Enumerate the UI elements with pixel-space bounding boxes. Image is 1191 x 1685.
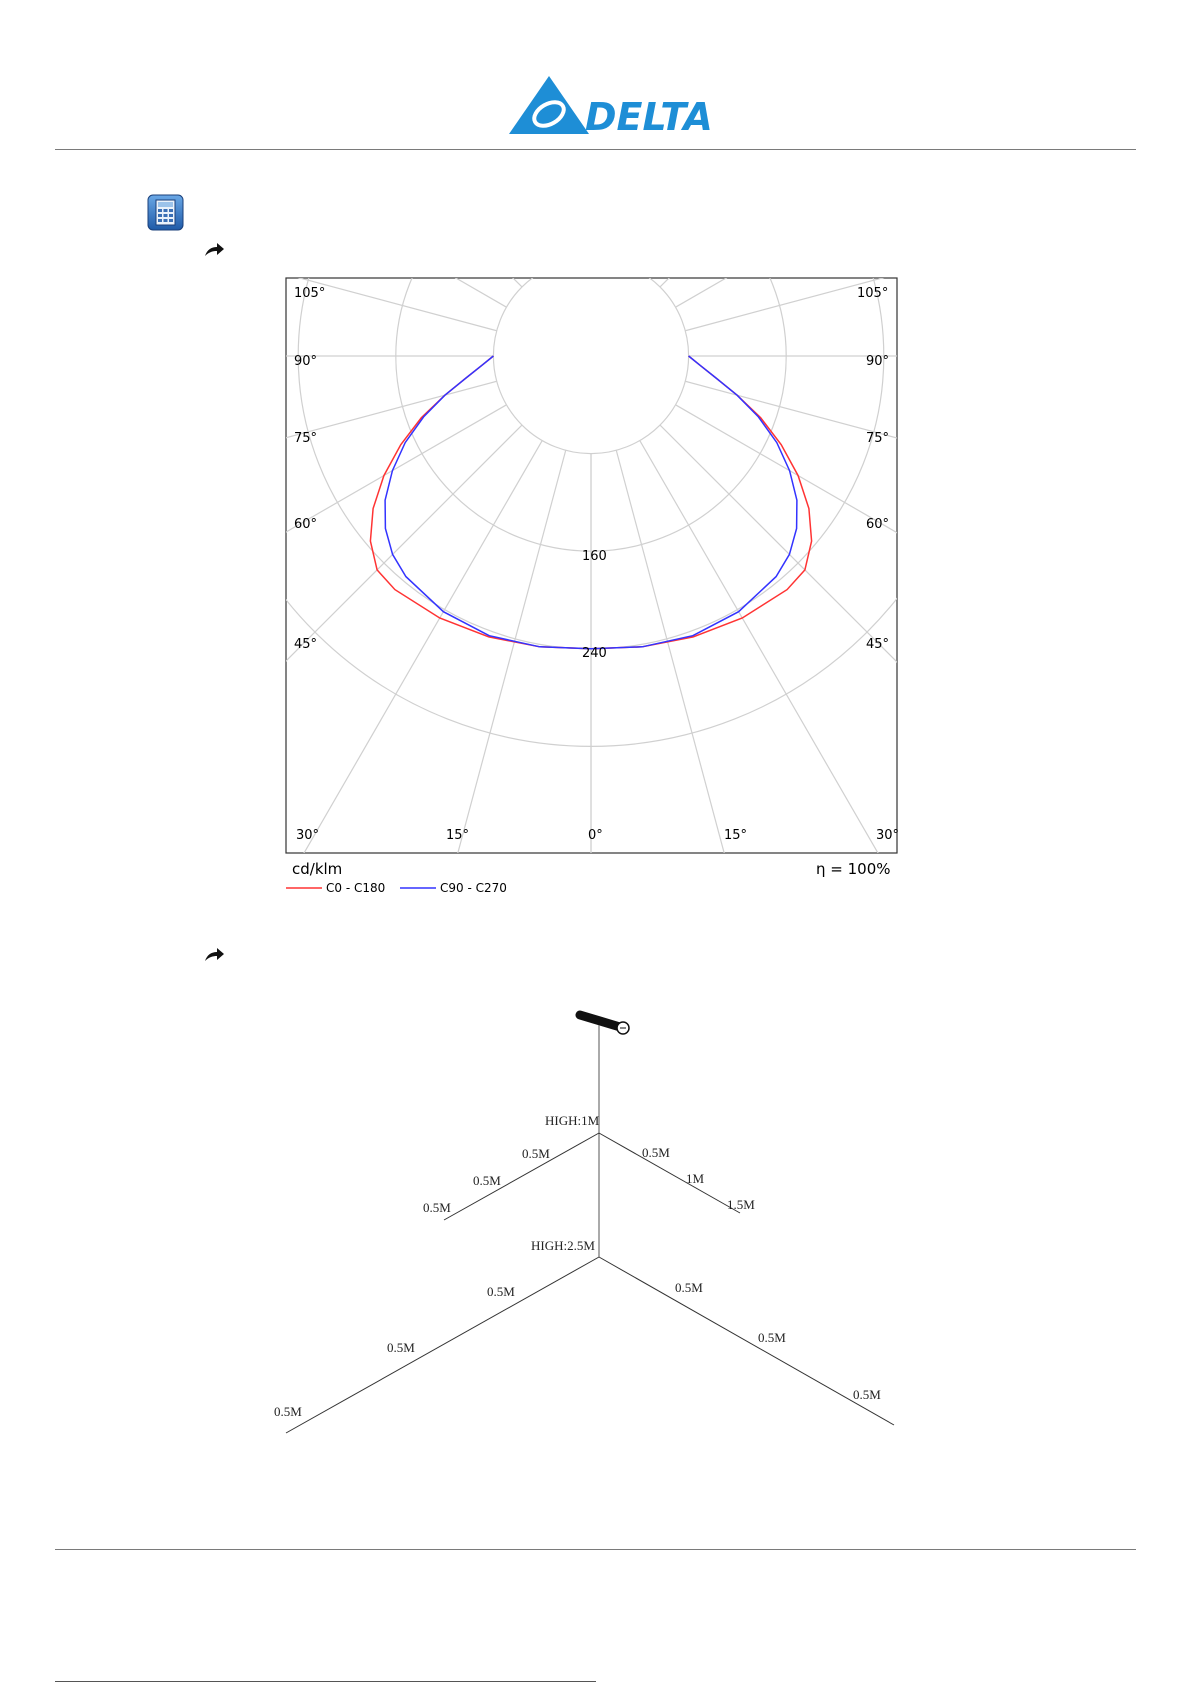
delta-logo-text: DELTA [585,95,713,139]
legend-label-c90: C90 - C270 [440,881,507,895]
angle-label-60-right: 60° [866,517,890,532]
illuminance-geometry-diagram [262,995,912,1455]
upper-right-label-3: 1.5M [727,1197,755,1212]
angle-label-75-right: 75° [866,431,890,446]
lower-height-label: HIGH:2.5M [531,1238,595,1253]
angle-label-105-right: 105° [857,286,889,301]
angle-label-90-left: 90° [294,354,318,369]
polar-grid-spoke [660,0,1191,287]
upper-left-label-1: 0.5M [522,1146,550,1161]
upper-right-label-2: 1M [686,1171,705,1186]
efficiency-label: η = 100% [816,860,891,878]
polar-grid-spoke [0,0,522,287]
footer-rule [55,1549,1136,1550]
radial-label-240: 240 [582,646,607,661]
unit-label: cd/klm [292,860,343,878]
lower-left-label-1: 0.5M [487,1284,515,1299]
legend-label-c0: C0 - C180 [326,881,386,895]
lower-left-label-3: 0.5M [274,1404,302,1419]
polar-grid-spoke [141,0,542,271]
polar-chart [278,271,910,895]
polar-grid-spoke [676,0,1191,307]
angle-label-15-right: 15° [724,828,748,843]
lower-left-axis [286,1257,599,1433]
lower-right-label-3: 0.5M [853,1387,881,1402]
angle-label-45-right: 45° [866,637,890,652]
angle-label-75-left: 75° [294,431,318,446]
upper-right-label-1: 0.5M [642,1145,670,1160]
polar-chart-svg [278,271,910,895]
lower-right-label-2: 0.5M [758,1330,786,1345]
angle-label-105-left: 105° [294,286,326,301]
hand-arrow-icon [203,240,225,258]
lower-right-axis [599,1257,894,1425]
delta-logo [505,74,713,139]
angle-label-30-right: 30° [876,828,900,843]
polar-grid-spoke [0,0,506,307]
calculator-icon [147,194,184,231]
radial-label-160: 160 [582,549,607,564]
angle-label-30-left: 30° [296,828,320,843]
lower-right-label-1: 0.5M [675,1280,703,1295]
footnote-rule [55,1681,596,1682]
angle-label-15-left: 15° [446,828,470,843]
hand-arrow-icon [203,945,225,963]
upper-left-label-2: 0.5M [473,1173,501,1188]
angle-label-90-right: 90° [866,354,890,369]
angle-label-45-left: 45° [294,637,318,652]
header-rule [55,149,1136,150]
upper-left-label-3: 0.5M [423,1200,451,1215]
angle-label-60-left: 60° [294,517,318,532]
lower-left-label-2: 0.5M [387,1340,415,1355]
luminaire-icon [580,1015,629,1034]
angle-label-0: 0° [588,828,603,843]
upper-height-label: HIGH:1M [545,1113,600,1128]
